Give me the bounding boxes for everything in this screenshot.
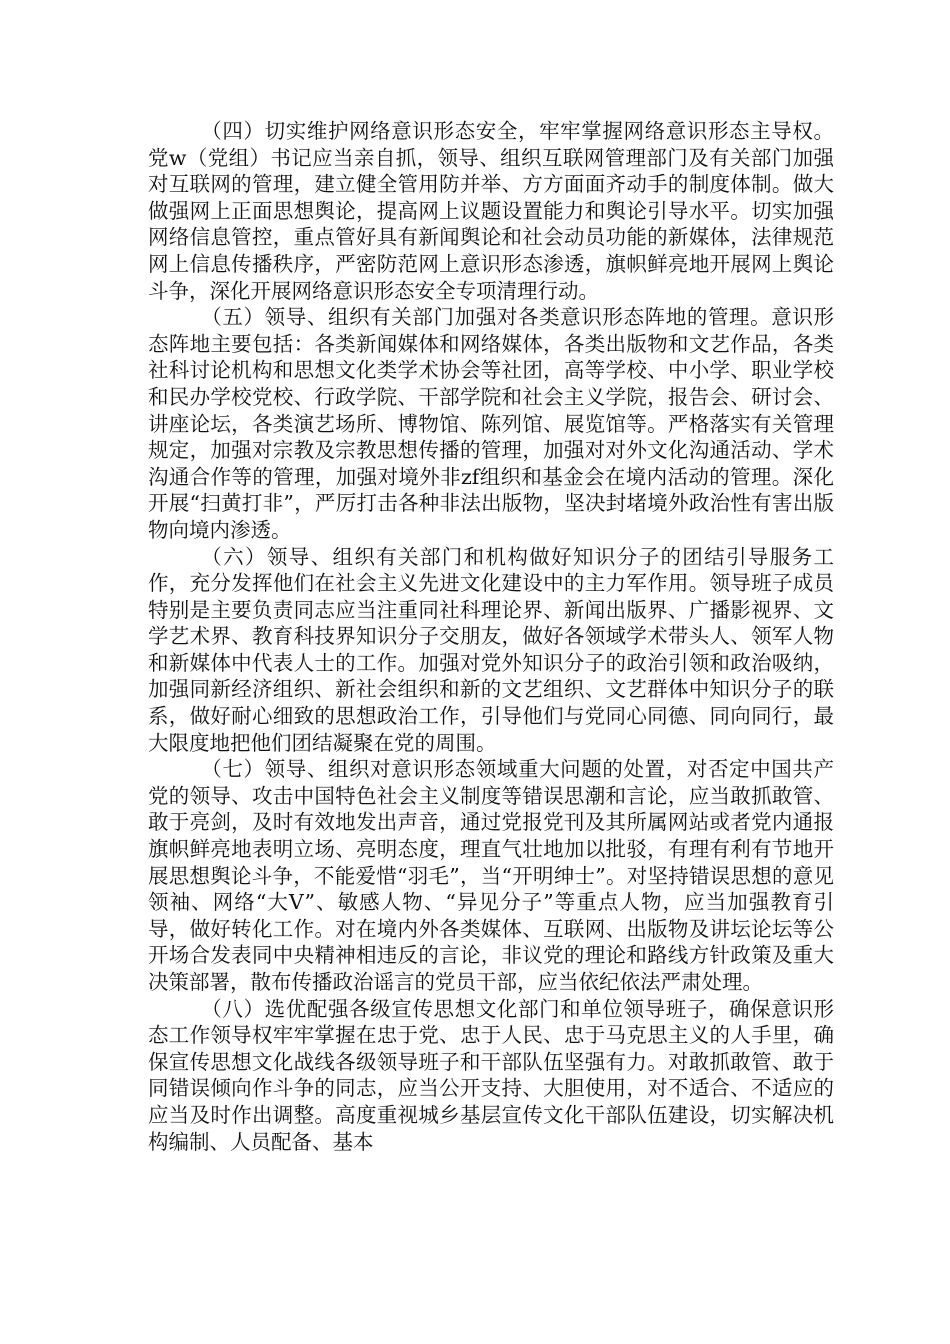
- paragraph-8: （八）选优配强各级宣传思想文化部门和单位领导班子，确保意识形态工作领导权牢牢掌握在忠于党、忠于人民、忠于马克思主义的人手里，确保宣传思想文化战线各级领导班子和干部队伍坚强有力。对敢抓敢管、敢于同错误倾向作斗争的同志，应当公开支持、大胆使用，对不适合、不适应的应当及时作出调整。高度重视城乡基层宣传文化干部队伍建设，切实解决机构编制、人员配备、基本: [148, 996, 834, 1154]
- paragraph-7: （七）领导、组织对意识形态领域重大问题的处置，对否定中国共产党的领导、攻击中国特色社会主义制度等错误思潮和言论，应当敢抓敢管、敢于亮剑，及时有效地发出声音，通过党报党刊及其所属网站或者党内通报旗帜鲜亮地表明立场、亮明态度，理直气壮地加以批驳，有理有利有节地开展思想舆论斗争，不能爱惜“羽毛”，当“开明绅士”。对坚持错误思想的意见领袖、网络“大V”、敏感人物、“异见分子”等重点人物，应当加强教育引导，做好转化工作。对在境内外各类媒体、互联网、出版物及讲坛论坛等公开场合发表同中央精神相违反的言论，非议党的理论和路线方针政策及重大决策部署，散布传播政治谣言的党员干部，应当依纪依法严肃处理。: [148, 757, 834, 994]
- document-body: [148, 118, 834, 1155]
- paragraph-6: （六）领导、组织有关部门和机构做好知识分子的团结引导服务工作，充分发挥他们在社会主义先进文化建设中的主力军作用。领导班子成员特别是主要负责同志应当注重同社科理论界、新闻出版界、广播影视界、文学艺术界、教育科技界知识分子交朋友，做好各领域学术带头人、领军人物和新媒体中代表人士的工作。加强对党外知识分子的政治引领和政治吸纳，加强同新经济组织、新社会组织和新的文艺组织、文艺群体中知识分子的联系，做好耐心细致的思想政治工作，引导他们与党同心同德、同向同行，最大限度地把他们团结凝聚在党的周围。: [148, 544, 834, 755]
- paragraph-5: （五）领导、组织有关部门加强对各类意识形态阵地的管理。意识形态阵地主要包括：各类新闻媒体和网络媒体，各类出版物和文艺作品，各类社科讨论机构和思想文化类学术协会等社团，高等学校、中小学、职业学校和民办学校党校、行政学院、干部学院和社会主义学院，报告会、研讨会、讲座论坛，各类演艺场所、博物馆、陈列馆、展览馆等。严格落实有关管理规定，加强对宗教及宗教思想传播的管理，加强对对外文化沟通活动、学术沟通合作等的管理，加强对境外非zf组织和基金会在境内活动的管理。深化开展“扫黄打非”，严厉打击各种非法出版物，坚决封堵境外政治性有害出版物向境内渗透。: [148, 305, 834, 542]
- paragraph-4: （四）切实维护网络意识形态安全，牢牢掌握网络意识形态主导权。党w（党组）书记应当亲自抓，领导、组织互联网管理部门及有关部门加强对互联网的管理，建立健全管用防并举、方方面面齐动手的制度体制。做大做强网上正面思想舆论，提高网上议题设置能力和舆论引导水平。切实加强网络信息管控，重点管好具有新闻舆论和社会动员功能的新媒体，法律规范网上信息传播秩序，严密防范网上意识形态渗透，旗帜鲜亮地开展网上舆论斗争，深化开展网络意识形态安全专项清理行动。: [148, 119, 834, 303]
